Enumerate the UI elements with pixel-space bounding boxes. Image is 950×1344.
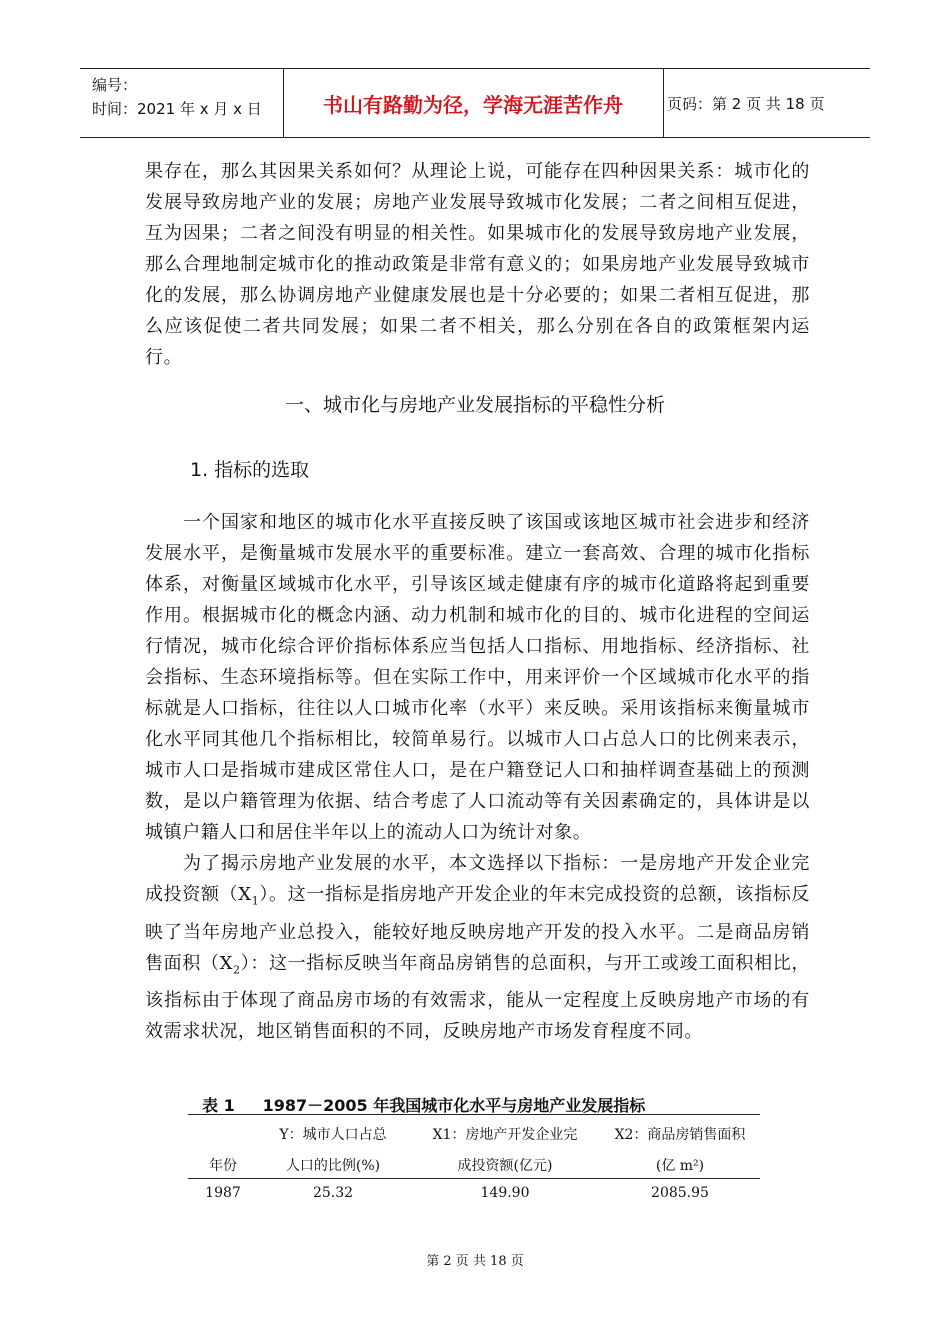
table-top-rule bbox=[188, 1114, 760, 1115]
table-cell-year: 1987 bbox=[205, 1185, 241, 1201]
subsection-heading: 1. 指标的选取 bbox=[190, 459, 310, 481]
header-page-label: 页码：第 2 页 共 18 页 bbox=[667, 94, 825, 113]
col-header-urban-ratio-1: Y：城市人口占总 bbox=[279, 1127, 387, 1143]
number-label: 编号： bbox=[92, 76, 138, 94]
header-meta bbox=[92, 73, 262, 121]
section-heading: 一、城市化与房地产业发展指标的平稳性分析 bbox=[284, 394, 665, 416]
table-cell-investment: 149.90 bbox=[480, 1185, 530, 1201]
col-header-year: 年份 bbox=[209, 1158, 237, 1174]
page-footer: 第 2 页 共 18 页 bbox=[426, 1254, 524, 1269]
table-header-rule bbox=[188, 1178, 760, 1179]
paragraph-urbanization-indicators: 一个国家和地区的城市化水平直接反映了该国或该地区城市社会进步和经济发展水平，是衡量城市发展水平的重要标准。建立一套高效、合理的城市化指标体系，对衡量区域城市化水平，引导该区域走健康有序的城市化道路将起到重要作用。根据城市化的概念内涵、动力机制和城市化的目的、城市化进程的空间运行情况，城市化综合评价指标体系应当包括人口指标、用地指标、经济指标、社会指标、生态环境指标等。但在实际工作中，用来评价一个区域城市化水平的指标就是人口指标，往往以人口城市化率（水平）来反映。采用该指标来衡量城市化水平同其他几个指标相比，较简单易行。以城市人口占总人口的比例来表示，城市人口是指城市建成区常住人口，是在户籍登记人口和抽样调查基础上的预测数，是以户籍管理为依据、结合考虑了人口流动等有关因素确定的，具体讲是以城镇户籍人口和居住半年以上的流动人口为统计对象。 bbox=[145, 512, 810, 843]
col-header-sales-area-2: (亿 m²) bbox=[655, 1158, 705, 1174]
col-header-investment-2: 成投资额(亿元) bbox=[457, 1158, 553, 1174]
table-cell-sales-area: 2085.95 bbox=[651, 1185, 709, 1201]
paragraph-real-estate-indicators: 为了揭示房地产业发展的水平，本文选择以下指标：一是房地产开发企业完成投资额$(X_1)$。这一指标是指房地产开发企业的年末完成投资的总额，该指标反映了当年房地产业总投入，能较好地反映房地产开发的投入水平。二是商品房销售面积$(X_2)$：这一指标反映当年商品房销售的总面积，与开工或竣工面积相比，该指标由于体现了商品房市场的有效需求，能从一定程度上反映房地产市场的有效需求状况，地区销售面积的不同，反映房地产市场发育程度不同。 bbox=[145, 853, 810, 1043]
table-label: 表 1 bbox=[202, 1096, 235, 1115]
col-header-sales-area-1: X2：商品房销售面积 bbox=[614, 1127, 746, 1143]
table-title: 1987－2005 年我国城市化水平与房地产业发展指标 bbox=[262, 1096, 646, 1115]
col-header-urban-ratio-2: 人口的比例(%) bbox=[285, 1158, 381, 1174]
page-header bbox=[80, 68, 870, 138]
table-cell-urban-ratio: 25.32 bbox=[312, 1185, 354, 1201]
paragraph-causality: 果存在，那么其因果关系如何？从理论上说，可能存在四种因果关系：城市化的发展导致房地产业的发展；房地产业发展导致城市化发展；二者之间相互促进，互为因果；二者之间没有明显的相关性。如果城市化的发展导致房地产业发展，那么合理地制定城市化的推动政策是非常有意义的；如果房地产业发展导致城市化的发展，那么协调房地产业健康发展也是十分必要的；如果二者相互促进，那么应该促使二者共同发展；如果二者不相关，那么分别在各自的政策框架内运行。 bbox=[145, 161, 810, 368]
table-caption bbox=[202, 1093, 645, 1116]
header-motto: 书山有路勤为径，学海无涯苦作舟 bbox=[323, 92, 623, 117]
col-header-investment-1: X1：房地产开发企业完 bbox=[432, 1127, 578, 1143]
time-label: 时间：2021 年 x 月 x 日 bbox=[92, 100, 262, 118]
